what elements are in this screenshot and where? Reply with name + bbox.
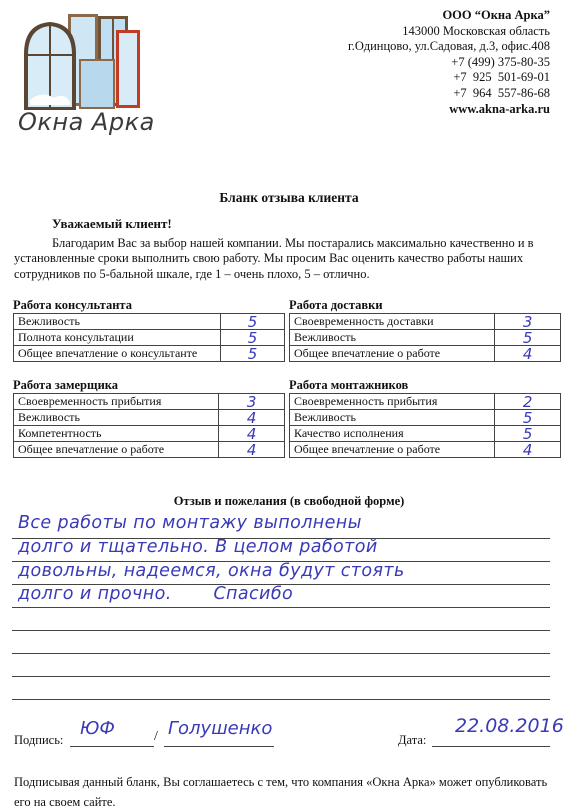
row-label: Своевременность прибытия [14, 394, 219, 410]
row-label: Компетентность [14, 426, 219, 442]
table-row [14, 330, 285, 346]
rating-field[interactable]: 4 [219, 410, 285, 426]
feedback-line: долго и прочно. Спасибо [18, 584, 294, 604]
rating-table [13, 313, 285, 362]
signature-line [70, 746, 154, 747]
row-label: Общее впечатление о работе [14, 442, 219, 458]
table-row [290, 330, 561, 346]
row-label: Своевременность доставки [290, 314, 495, 330]
table-row [290, 394, 561, 410]
row-label: Полнота консультации [14, 330, 221, 346]
section-delivery [289, 298, 561, 362]
rating-field[interactable]: 4 [219, 426, 285, 442]
table-row [14, 346, 285, 362]
rating-field[interactable]: 5 [220, 346, 284, 362]
logo-text: Окна Арка [18, 108, 155, 136]
date-line [432, 746, 550, 747]
row-label: Общее впечатление о работе [290, 442, 495, 458]
signature-separator: / [154, 729, 158, 744]
phone-1: +7 (499) 375-80-35 [451, 54, 550, 69]
company-logo [20, 10, 142, 118]
table-row [14, 410, 285, 426]
feedback-line: довольны, надеемся, окна будут стоять [18, 561, 405, 581]
website-link[interactable]: www.akna-arka.ru [449, 101, 550, 116]
row-label: Вежливость [290, 410, 495, 426]
footer-note: Подписывая данный бланк, Вы соглашаетесь с тем, что компания «Окна Арка» может опубликовать его на своем сайте. [14, 775, 548, 809]
table-row [14, 442, 285, 458]
table-row [290, 410, 561, 426]
intro-text: Благодарим Вас за выбор нашей компании. Мы постарались максимально качественно и в установленные сроки выполнить свою работу. Мы просим Вас оценить качество работы наших сотрудников по 5-бальной шкале, где 1 – очень плохо, 5 – отлично. [14, 236, 534, 281]
feedback-title: Отзыв и пожелания (в свободной форме) [173, 494, 405, 508]
writing-line [12, 630, 550, 631]
signature-label: Подпись: [14, 733, 64, 747]
company-contacts [348, 8, 550, 117]
name-line [164, 746, 274, 747]
feedback-line: Все работы по монтажу выполнены [18, 513, 362, 533]
rating-field[interactable]: 4 [495, 346, 561, 362]
rating-field[interactable]: 5 [495, 426, 561, 442]
writing-line [12, 607, 550, 608]
section-title: Работа замерщика [13, 378, 119, 392]
date-label: Дата: [398, 733, 427, 747]
row-label: Вежливость [14, 410, 219, 426]
writing-line [12, 676, 550, 677]
rating-field[interactable]: 2 [495, 394, 561, 410]
table-row [290, 314, 561, 330]
table-row [290, 346, 561, 362]
greeting: Уважаемый клиент! [52, 216, 172, 231]
row-label: Своевременность прибытия [290, 394, 495, 410]
table-row [290, 442, 561, 458]
row-label: Качество исполнения [290, 426, 495, 442]
table-row [290, 426, 561, 442]
rating-field[interactable]: 5 [495, 410, 561, 426]
rating-field[interactable]: 3 [495, 314, 561, 330]
table-row [14, 394, 285, 410]
phone-3: +7 964 557-86-68 [453, 85, 550, 100]
rating-table [289, 393, 561, 458]
rating-field[interactable]: 5 [220, 330, 284, 346]
section-title: Работа монтажников [289, 378, 409, 392]
writing-line [12, 653, 550, 654]
rating-field[interactable]: 4 [219, 442, 285, 458]
address-line-2: г.Одинцово, ул.Садовая, д.3, офис.408 [348, 39, 550, 54]
company-name: ООО “Окна Арка” [442, 8, 550, 22]
row-label: Вежливость [290, 330, 495, 346]
rating-field[interactable]: 5 [220, 314, 284, 330]
rating-field[interactable]: 5 [495, 330, 561, 346]
date-field[interactable]: 22.08.2016 [455, 715, 564, 737]
signature-name[interactable]: Голушенко [168, 718, 273, 739]
section-measurer [13, 378, 285, 458]
signature-mark[interactable]: ЮФ [80, 718, 115, 739]
phone-2: +7 925 501-69-01 [453, 70, 550, 85]
section-consultant [13, 298, 285, 362]
rating-table [13, 393, 285, 458]
table-row [14, 314, 285, 330]
intro-paragraph [14, 236, 554, 282]
section-title: Работа консультанта [13, 298, 132, 312]
address-line-1: 143000 Московская область [402, 23, 550, 38]
writing-line [12, 699, 550, 700]
rating-field[interactable]: 4 [495, 442, 561, 458]
table-row [14, 426, 285, 442]
section-title: Работа доставки [289, 298, 383, 312]
section-installers [289, 378, 561, 458]
rating-field[interactable]: 3 [219, 394, 285, 410]
form-title: Бланк отзыва клиента [219, 190, 359, 205]
rating-table [289, 313, 561, 362]
row-label: Общее впечатление о работе [290, 346, 495, 362]
row-label: Вежливость [14, 314, 221, 330]
row-label: Общее впечатление о консультанте [14, 346, 221, 362]
feedback-line: долго и тщательно. В целом работой [18, 537, 378, 557]
